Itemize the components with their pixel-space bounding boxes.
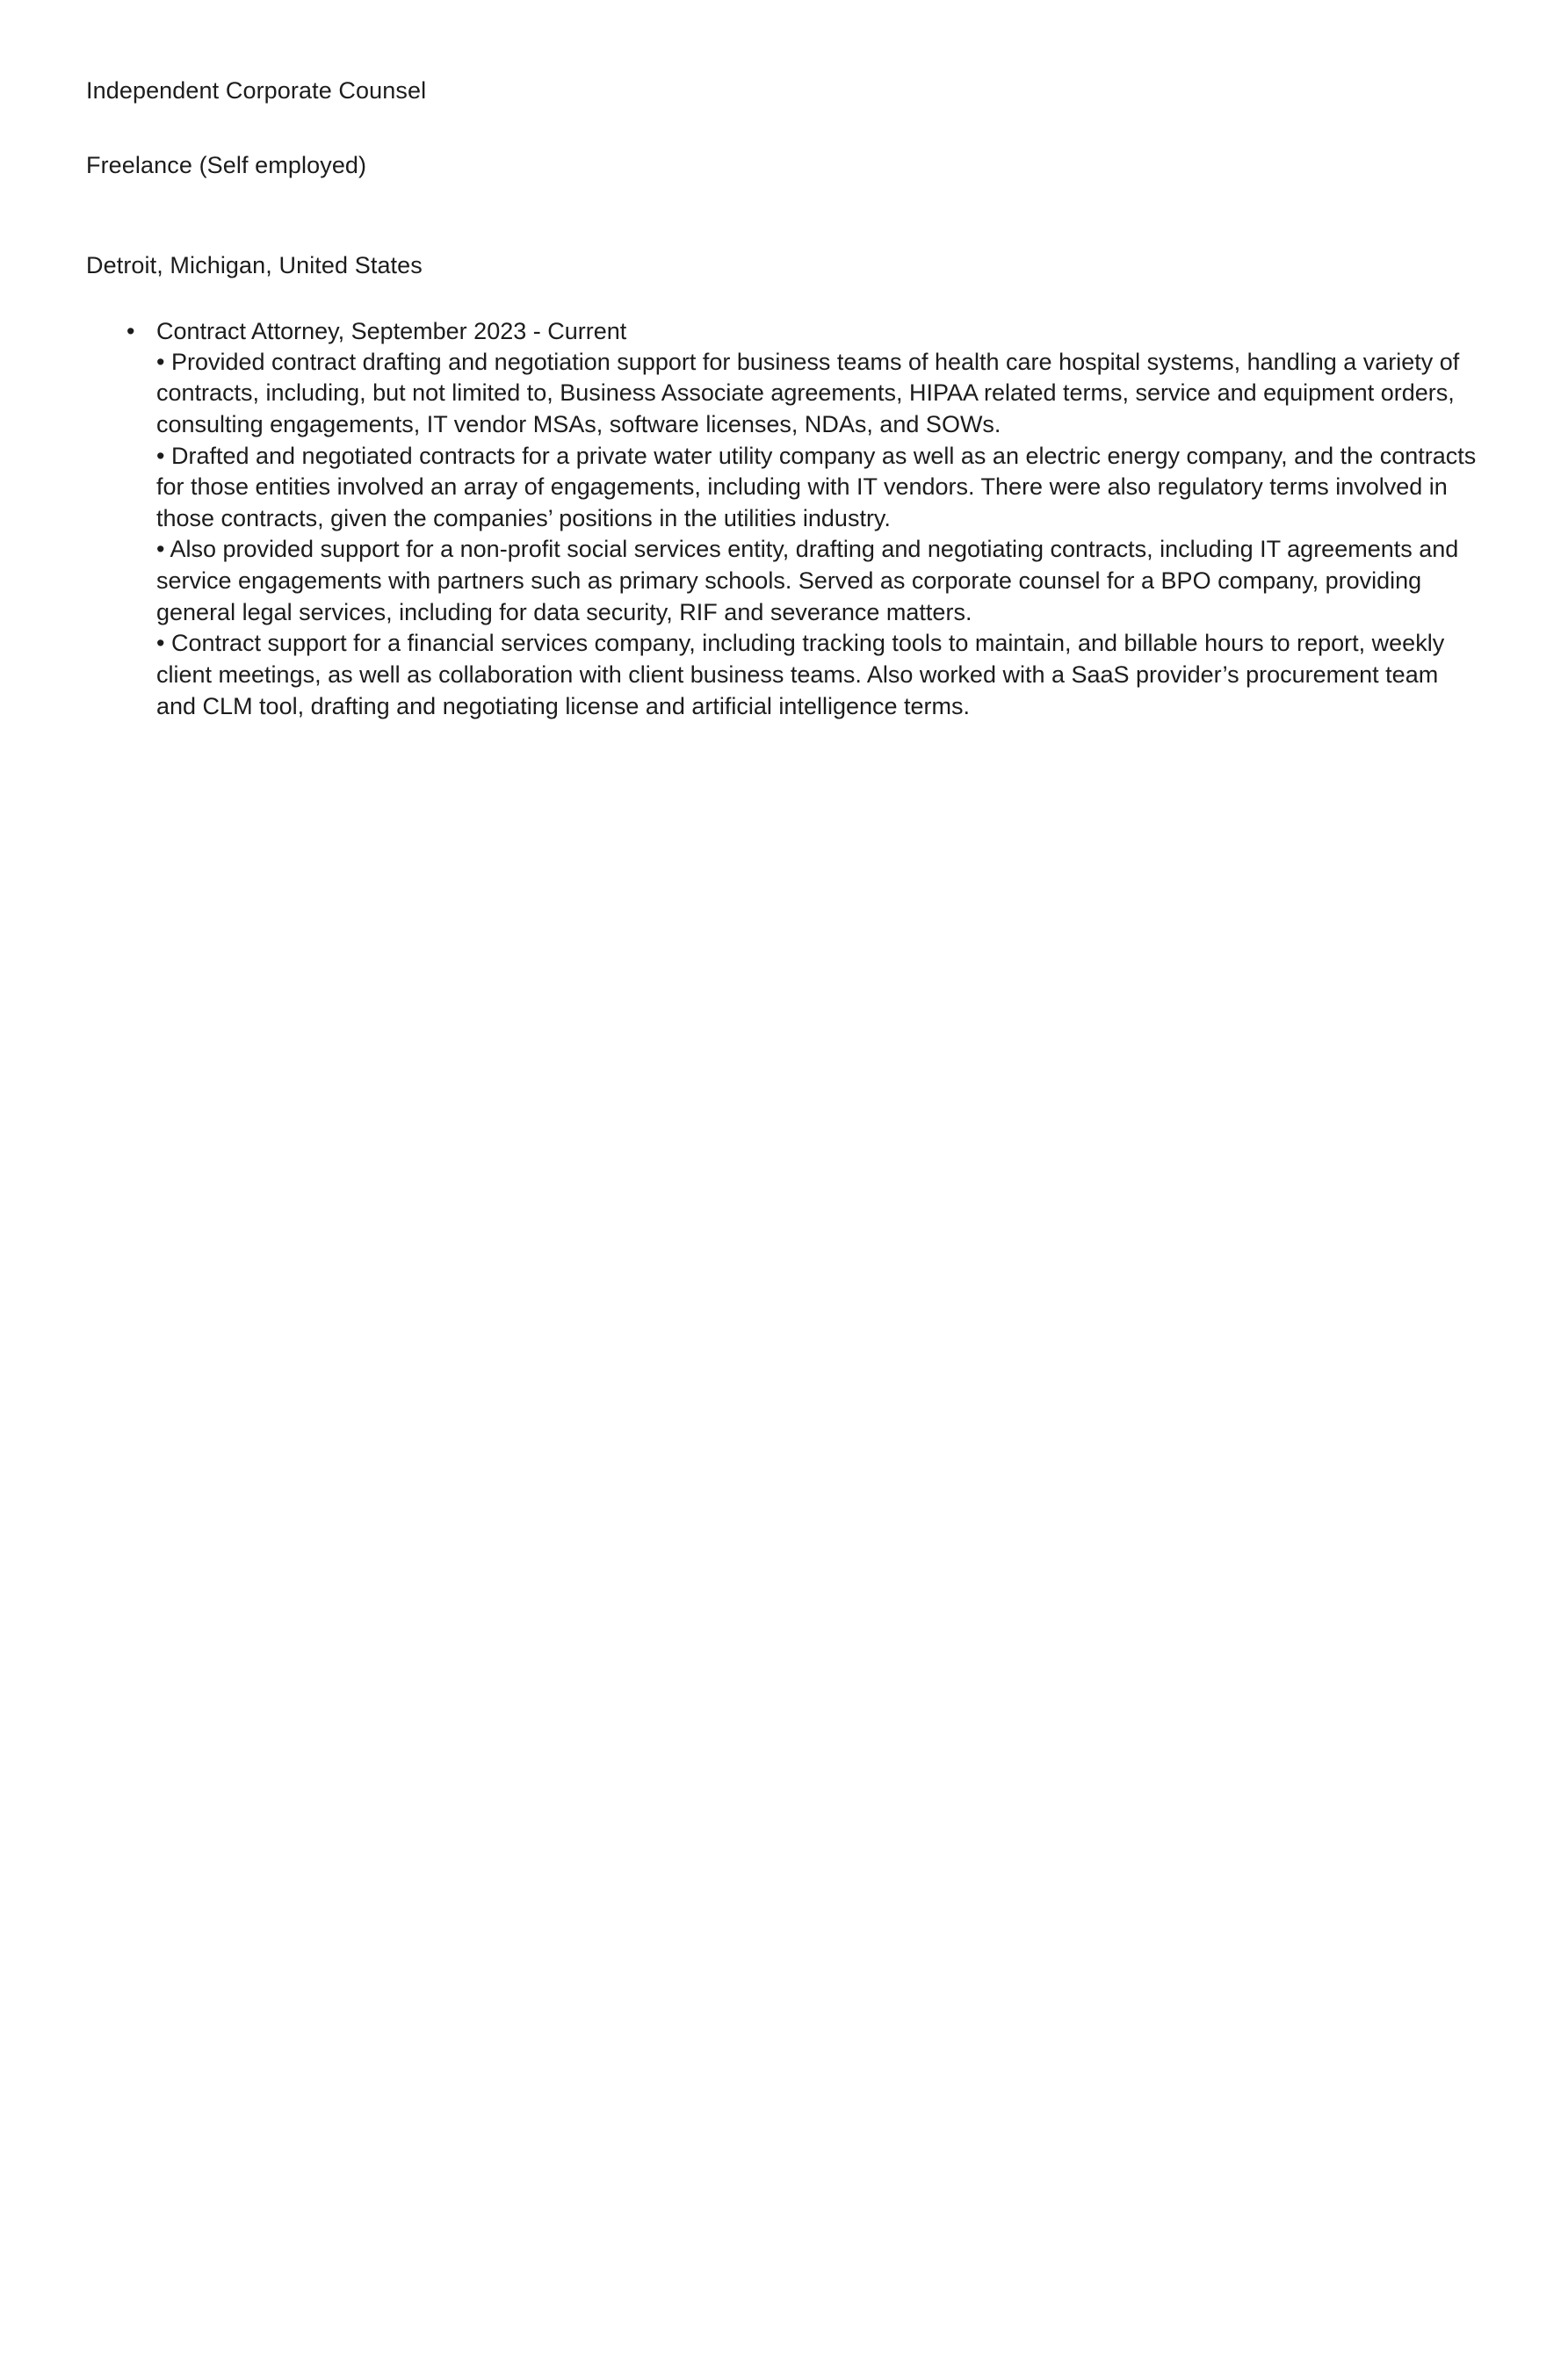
list-item — [156, 316, 1480, 723]
list-item — [156, 347, 1480, 441]
employment-type: Freelance (Self employed) — [86, 151, 367, 178]
detail-text: Drafted and negotiated contracts for a private water utility company as well as an electric energy company, and the contracts for those entities involved an array of engagements, including with IT vendors. There were also regulatory terms involved in those contracts, given the companies’ positions in the utilities industry. — [156, 442, 1477, 531]
detail-text: Contract support for a financial services company, including tracking tools to maintain, and billable hours to report, weekly client meetings, as well as collaboration with client business teams. Also worked with a SaaS provider’s procurement team and CLM tool, drafting and negotiating license and artificial intelligence terms. — [156, 630, 1445, 719]
list-item — [156, 628, 1480, 722]
role-title: Independent Corporate Counsel — [86, 77, 427, 104]
bullet-glyph: • — [156, 442, 165, 469]
bullet-glyph: • — [156, 536, 165, 563]
bullet-glyph: • — [156, 348, 165, 375]
experience-entry-header: • Contract Attorney, September 2023 - Current — [156, 317, 627, 344]
detail-text: Also provided support for a non-profit social services entity, drafting and negotiating contracts, including IT agreements and service engagements with partners such as primary schools. Served as corporate counsel for a BPO company, providing general legal services, including for data security, RIF and severance matters. — [156, 536, 1459, 625]
section-spacer — [86, 224, 1480, 250]
list-item — [156, 441, 1480, 535]
experience-detail-list — [156, 347, 1480, 723]
bullet-glyph: • — [156, 630, 165, 657]
list-item — [156, 534, 1480, 628]
detail-text: Provided contract drafting and negotiation support for business teams of health care hospital systems, handling a variety of contracts, including, but not limited to, Business Associate agreements, HIPAA related terms, service and equipment orders, consulting engagements, IT vendor MSAs, software licenses, NDAs, and SOWs. — [156, 348, 1460, 437]
location: Detroit, Michigan, United States — [86, 252, 423, 279]
experience-list — [86, 316, 1480, 723]
